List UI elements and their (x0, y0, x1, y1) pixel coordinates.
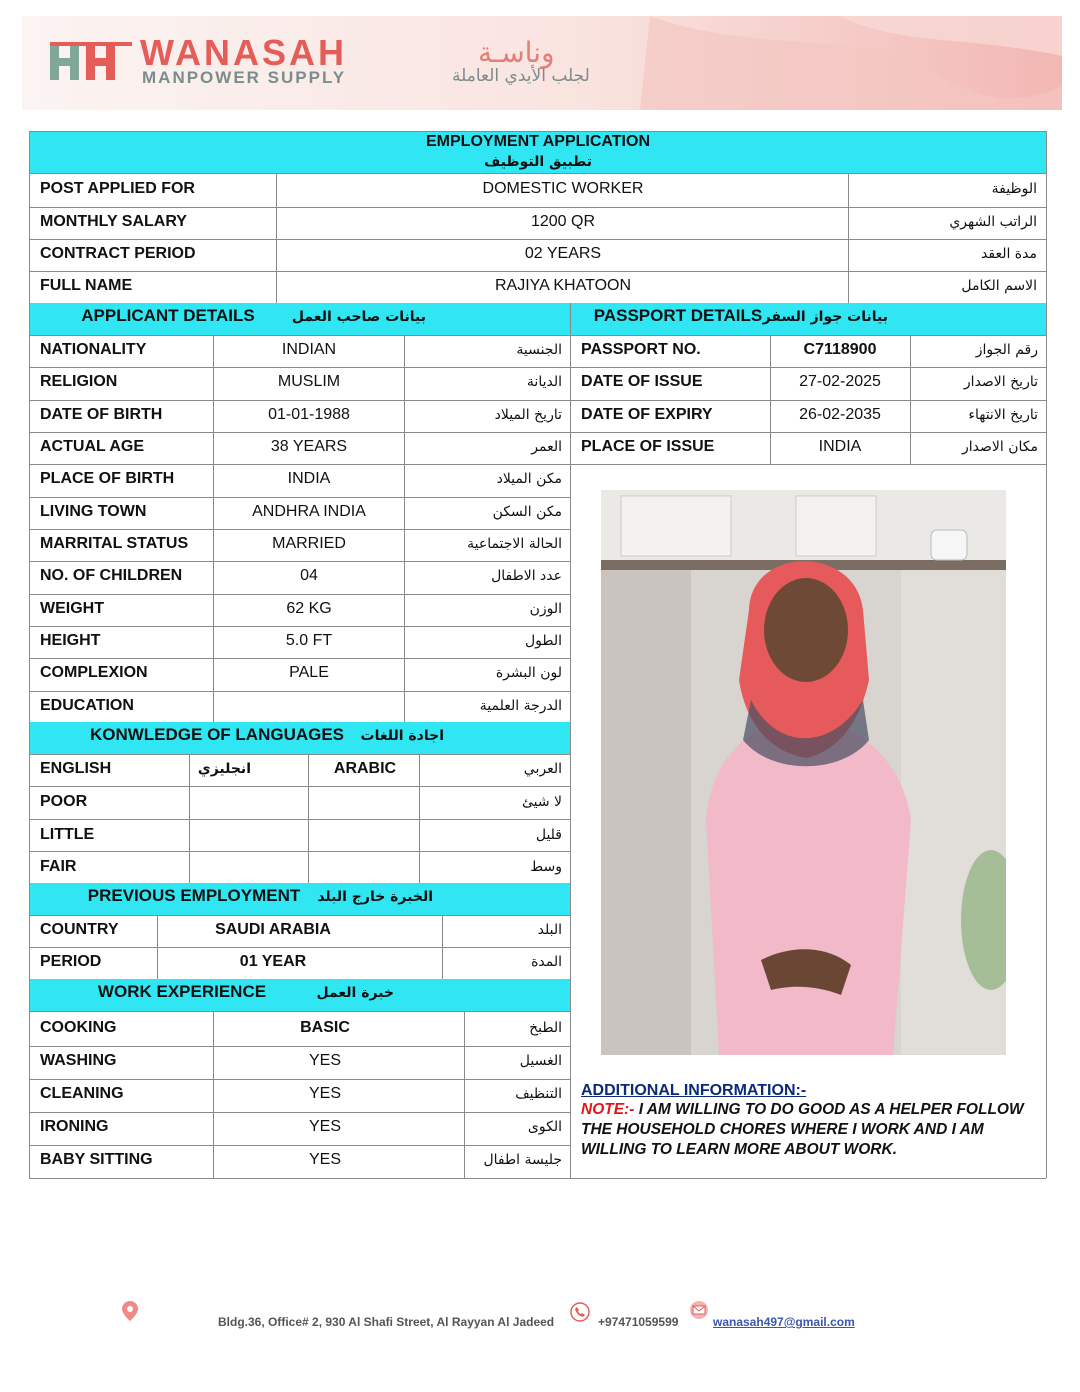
work-experience-label: WASHING (40, 1052, 117, 1069)
language-level-label: FAIR (40, 858, 77, 875)
applicant-row-label-arabic: العمر (531, 439, 562, 455)
additional-information (581, 1082, 1041, 1160)
top-row-value: RAJIYA KHATOON (494, 277, 632, 294)
grid-line (442, 915, 443, 979)
top-row-label-arabic: مدة العقد (981, 246, 1037, 262)
grid-line (770, 335, 771, 464)
grid-line (910, 335, 911, 464)
work-experience-value: BASIC (300, 1019, 350, 1036)
language-level-label-arabic: لا شيئ (521, 794, 562, 810)
work-experience-value: YES (308, 1085, 342, 1102)
previous-employment-title-arabic: الخبرة خارج البلد (317, 889, 433, 905)
grid-line (570, 335, 1046, 336)
form-title-arabic: تطبيق التوظيف (484, 154, 592, 170)
grid-line (29, 786, 570, 787)
previous-employment-label-arabic: المدة (531, 954, 562, 970)
passport-row-value: C7118900 (803, 341, 877, 358)
applicant-row-label: LIVING TOWN (40, 503, 147, 520)
grid-line (29, 173, 1046, 174)
passport-row-label: DATE OF ISSUE (581, 373, 703, 390)
passport-details-title: PASSPORT DETAILS (593, 306, 763, 325)
grid-line (464, 1011, 465, 1178)
passport-row-value: 26-02-2035 (799, 406, 881, 423)
passport-row-value: 27-02-2025 (799, 373, 881, 390)
grid-line (29, 497, 570, 498)
applicant-row-value: 01-01-1988 (268, 406, 350, 423)
work-experience-value: YES (308, 1052, 342, 1069)
applicant-row-label-arabic: عدد الاطفال (491, 568, 562, 584)
grid-line (29, 1112, 570, 1113)
grid-line (29, 464, 570, 465)
top-row-value: DOMESTIC WORKER (482, 180, 644, 197)
applicant-row-label: EDUCATION (40, 697, 134, 714)
previous-employment-label: PERIOD (40, 953, 102, 970)
grid-line (570, 400, 1046, 401)
applicant-row-label: HEIGHT (40, 632, 101, 649)
grid-line (848, 173, 849, 303)
grid-line (29, 367, 570, 368)
footer-email[interactable]: wanasah497@gmail.com (713, 1315, 855, 1329)
applicant-row-label-arabic: الطول (524, 633, 562, 649)
work-experience-title-arabic: خبرة العمل (316, 985, 394, 1001)
grid-line (29, 561, 570, 562)
grid-line (29, 529, 570, 530)
applicant-row-value: 38 YEARS (270, 438, 348, 455)
passport-row-label-arabic: مكان الاصدار (962, 439, 1038, 455)
passport-row-label-arabic: تاريخ الانتهاء (968, 407, 1038, 423)
applicant-row-value: 04 (300, 567, 318, 584)
applicant-row-label-arabic: تاريخ الميلاد (494, 407, 562, 423)
language-level-label: LITTLE (40, 826, 95, 843)
applicant-row-label: RELIGION (40, 373, 118, 390)
top-row-label-arabic: الراتب الشهري (949, 214, 1037, 230)
previous-employment-label-arabic: البلد (537, 922, 562, 938)
grid-line (29, 271, 1046, 272)
applicant-row-value: 5.0 FT (285, 632, 333, 649)
applicant-row-label-arabic: الوزن (529, 601, 562, 617)
grid-line (29, 658, 570, 659)
email-icon (688, 1300, 710, 1320)
grid-line (29, 915, 570, 916)
applicant-row-label-arabic: الحالة الاجتماعية (467, 536, 562, 552)
top-row-label-arabic: الوظيفة (991, 181, 1037, 197)
applicant-row-value: ANDHRA INDIA (252, 503, 366, 520)
language-arabic-label: ARABIC (333, 760, 397, 777)
language-english-label-arabic: انجليزي (197, 761, 251, 777)
grid-line (570, 432, 1046, 433)
grid-line (29, 851, 570, 852)
applicant-row-label: COMPLEXION (40, 664, 148, 681)
passport-row-label-arabic: تاريخ الاصدار (963, 374, 1038, 390)
applicant-row-label: DATE OF BIRTH (40, 406, 163, 423)
applicant-row-label-arabic: لون البشرة (495, 665, 562, 681)
grid-line (276, 173, 277, 303)
applicant-details-title: APPLICANT DETAILS (81, 306, 255, 325)
grid-line (419, 754, 420, 883)
grid-line (29, 1178, 570, 1179)
work-experience-label: IRONING (40, 1118, 109, 1135)
form-title: EMPLOYMENT APPLICATION (426, 133, 650, 150)
applicant-details-title-arabic: بيانات صاحب العمل (291, 309, 426, 325)
work-experience-label: CLEANING (40, 1085, 124, 1102)
applicant-row-label: PLACE OF BIRTH (40, 470, 175, 487)
grid-line (29, 691, 570, 692)
work-experience-label-arabic: الطبخ (529, 1020, 562, 1036)
grid-line (29, 1145, 570, 1146)
top-row-label: CONTRACT PERIOD (40, 245, 196, 262)
passport-details-title-arabic: بيانات جواز السفر (762, 309, 888, 325)
grid-line (213, 1011, 214, 1178)
top-row-value: 1200 QR (530, 213, 596, 230)
previous-employment-value: 01 YEAR (239, 953, 307, 970)
grid-line (29, 626, 570, 627)
grid-line (570, 303, 571, 1178)
languages-title: KONWLEDGE OF LANGUAGES (89, 725, 345, 744)
applicant-row-label: WEIGHT (40, 600, 104, 617)
location-pin-icon (121, 1300, 139, 1322)
footer-address: Bldg.36, Office# 2, 930 Al Shafi Street, Al Rayyan Al Jadeed (218, 1315, 555, 1329)
passport-row-value: INDIA (818, 438, 862, 455)
grid-line (29, 131, 1046, 132)
work-experience-value: YES (308, 1118, 342, 1135)
applicant-row-label-arabic: الديانة (526, 374, 562, 390)
work-experience-value: YES (308, 1151, 342, 1168)
work-experience-label-arabic: الكوى (527, 1119, 562, 1135)
passport-row-label: DATE OF EXPIRY (581, 406, 713, 423)
grid-line (29, 819, 570, 820)
grid-line (29, 1046, 570, 1047)
grid-line (213, 335, 214, 722)
applicant-row-value: INDIA (287, 470, 331, 487)
grid-line (29, 432, 570, 433)
applicant-row-value: MARRIED (272, 535, 346, 552)
previous-employment-title: PREVIOUS EMPLOYMENT (87, 886, 301, 905)
language-level-label: POOR (40, 793, 88, 810)
grid-line (29, 239, 1046, 240)
previous-employment-label: COUNTRY (40, 921, 119, 938)
applicant-row-label-arabic: الجنسية (516, 342, 562, 358)
grid-line (29, 947, 570, 948)
language-level-label-arabic: قليل (535, 827, 562, 843)
applicant-row-label-arabic: مكن الميلاد (496, 471, 562, 487)
work-experience-label-arabic: جليسة اطفال (483, 1152, 562, 1168)
brand-subtitle-arabic: لجلب الأيدي العاملة (452, 66, 590, 86)
note-text (581, 1100, 1041, 1160)
applicant-row-value: PALE (289, 664, 329, 681)
language-arabic-label-arabic: العربي (523, 761, 562, 777)
applicant-row-label: NO. OF CHILDREN (40, 567, 183, 584)
applicant-row-value: MUSLIM (277, 373, 341, 390)
header-wave-decoration (640, 16, 1062, 110)
grid-line (570, 367, 1046, 368)
applicant-row-label-arabic: الدرجة العلمية (479, 698, 562, 714)
applicant-row-value: 62 KG (286, 600, 332, 617)
grid-line (29, 754, 570, 755)
passport-row-label-arabic: رقم الجواز (975, 342, 1038, 358)
footer-phone: +97471059599 (598, 1315, 679, 1329)
grid-line (570, 464, 1046, 465)
work-experience-label-arabic: التنظيف (515, 1086, 562, 1102)
language-level-label-arabic: وسط (530, 859, 562, 875)
top-row-label: FULL NAME (40, 277, 133, 294)
applicant-row-label: ACTUAL AGE (40, 438, 144, 455)
work-experience-label-arabic: الغسيل (519, 1053, 562, 1069)
additional-information-title: ADDITIONAL INFORMATION:- (581, 1082, 807, 1099)
grid-line (157, 915, 158, 979)
languages-title-arabic: اجادة اللغات (360, 728, 444, 744)
work-experience-label: BABY SITTING (40, 1151, 153, 1168)
passport-row-label: PLACE OF ISSUE (581, 438, 715, 455)
brand-name-arabic: وناسـة (478, 36, 555, 69)
top-row-value: 02 YEARS (524, 245, 602, 262)
grid-line (189, 754, 190, 883)
applicant-row-label-arabic: مكن السكن (492, 504, 562, 520)
top-row-label: MONTHLY SALARY (40, 213, 187, 230)
applicant-row-label: MARRITAL STATUS (40, 535, 189, 552)
applicant-row-label: NATIONALITY (40, 341, 147, 358)
brand-name: WANASAH (140, 32, 347, 73)
grid-line (29, 335, 570, 336)
grid-line (29, 1011, 570, 1012)
phone-icon (570, 1302, 590, 1322)
applicant-row-value: INDIAN (281, 341, 337, 358)
grid-line (29, 1079, 570, 1080)
company-logo-icon (48, 40, 136, 84)
applicant-photo (601, 490, 1006, 1055)
top-row-label: POST APPLIED FOR (40, 180, 195, 197)
top-row-label-arabic: الاسم الكامل (961, 278, 1037, 294)
grid-line (29, 594, 570, 595)
work-experience-label: COOKING (40, 1019, 117, 1036)
previous-employment-value: SAUDI ARABIA (215, 921, 331, 938)
grid-line (404, 335, 405, 722)
note-body: I AM WILLING TO DO GOOD AS A HELPER FOLLOW THE HOUSEHOLD CHORES WHERE I WORK AND I AM WILLING TO LEARN MORE ABOUT WORK. (581, 1101, 1024, 1158)
note-label: NOTE:- (581, 1101, 635, 1118)
grid-line (308, 754, 309, 883)
grid-line (29, 400, 570, 401)
grid-line (29, 207, 1046, 208)
passport-row-label: PASSPORT NO. (581, 341, 701, 358)
grid-line (570, 1178, 1046, 1179)
language-english-label: ENGLISH (40, 760, 112, 777)
grid-line (29, 131, 30, 1178)
work-experience-title: WORK EXPERIENCE (97, 982, 267, 1001)
brand-subtitle: MANPOWER SUPPLY (142, 68, 347, 87)
grid-line (1046, 131, 1047, 1178)
